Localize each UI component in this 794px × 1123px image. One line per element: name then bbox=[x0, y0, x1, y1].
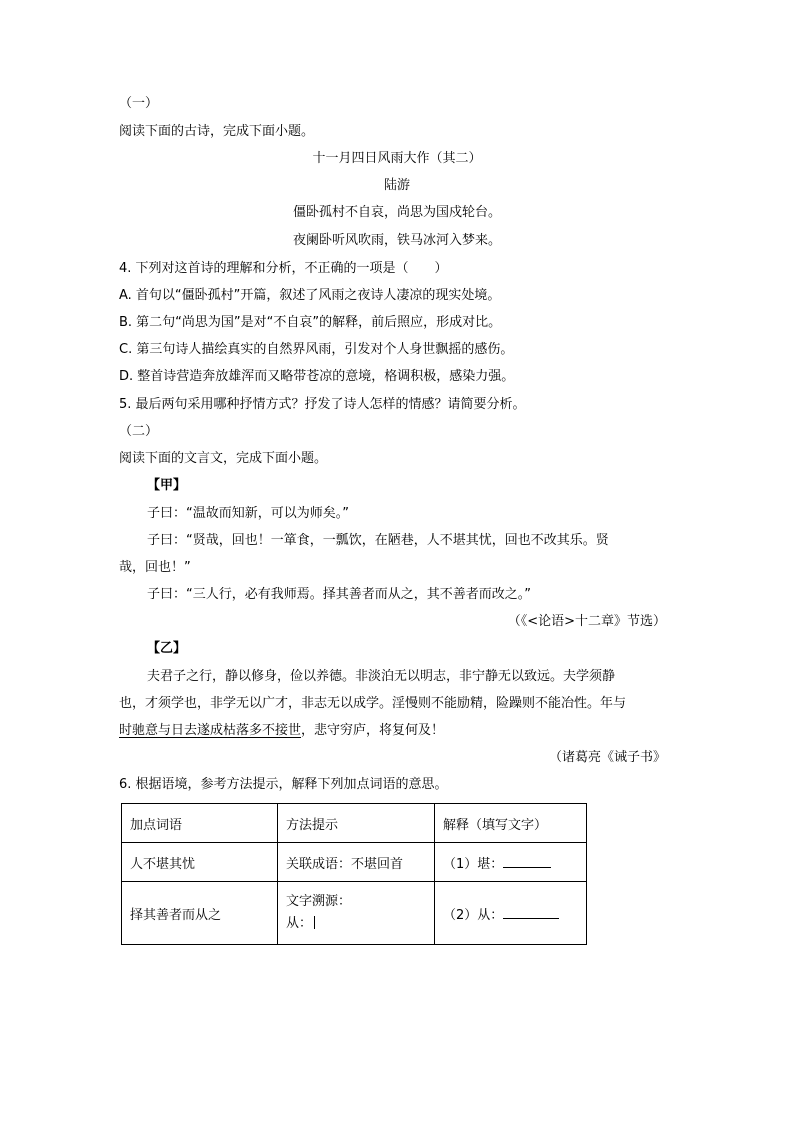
table-cell-hint: 关联成语：不堪回首 bbox=[278, 843, 435, 882]
passage-jia-para-1: 子曰：“温故而知新，可以为师矣。” bbox=[147, 506, 349, 521]
table-cell-word: 人不堪其忧 bbox=[122, 843, 278, 882]
answer-blank-1[interactable] bbox=[503, 856, 551, 868]
passage-yi-para-1b: 也，才须学也，非学无以广才，非志无以成学。淫慢则不能励精，险躁则不能冶性。年与 bbox=[119, 696, 627, 711]
passage-jia-para-3: 子曰：“三人行，必有我师焉。择其善者而从之，其不善者而改之。” bbox=[147, 587, 531, 602]
passage-jia-para-2b: 哉，回也！” bbox=[119, 560, 191, 575]
table-cell-hint bbox=[278, 882, 435, 945]
table-cell-answer bbox=[435, 882, 587, 945]
question-4-stem: 4. 下列对这首诗的理解和分析，不正确的一项是（ ） bbox=[119, 261, 448, 276]
passage-jia-para-2a: 子曰：“贤哉，回也！一箪食，一瓢饮，在陋巷，人不堪其忧，回也不改其乐。贤 bbox=[147, 533, 609, 548]
table-header: 解释（填写文字） bbox=[435, 804, 587, 843]
table-header-row bbox=[122, 804, 587, 843]
question-4-option-d: D. 整首诗营造奔放雄浑而又略带苍凉的意境，格调积极，感染力强。 bbox=[119, 369, 515, 384]
table-cell-answer bbox=[435, 843, 587, 882]
passage-yi-para-1c-rest: ，悲守穷庐，将复何及！ bbox=[301, 723, 445, 738]
answer-blank-2[interactable] bbox=[503, 907, 559, 919]
poem-line-1: 僵卧孤村不自哀，尚思为国戍轮台。 bbox=[292, 205, 501, 220]
table-header: 加点词语 bbox=[122, 804, 278, 843]
passage-jia-source: （《<论语>十二章》节选） bbox=[507, 614, 666, 629]
table-header: 方法提示 bbox=[278, 804, 435, 843]
question-4-option-b: B. 第二句“尚思为国”是对“不自哀”的解释，前后照应，形成对比。 bbox=[119, 315, 502, 330]
question-5: 5. 最后两句采用哪种抒情方式？抒发了诗人怎样的情感？请简要分析。 bbox=[119, 397, 526, 412]
question-6-stem: 6. 根据语境，参考方法提示，解释下列加点词语的意思。 bbox=[119, 777, 448, 792]
hint-line-2-text: 从： bbox=[286, 916, 313, 931]
answer-label: （2）从： bbox=[443, 907, 504, 923]
question-4-option-c: C. 第三句诗人描绘真实的自然界风雨，引发对个人身世飘摇的感伤。 bbox=[119, 342, 514, 357]
poem-title: 十一月四日风雨大作（其二） bbox=[312, 151, 482, 166]
section-1-label: （一） bbox=[119, 96, 159, 111]
hint-line-2 bbox=[286, 913, 426, 935]
table-row bbox=[122, 843, 587, 882]
answer-label: （1）堪： bbox=[443, 856, 504, 872]
passage-yi-para-1c bbox=[119, 723, 444, 739]
underlined-sentence: 时驰意与日去遂成枯落多不接世 bbox=[119, 723, 302, 738]
question-4-option-a: A. 首句以“僵卧孤村”开篇，叙述了风雨之夜诗人凄凉的现实处境。 bbox=[119, 288, 501, 303]
passage-yi-label: 【乙】 bbox=[147, 641, 187, 656]
passage-jia-label: 【甲】 bbox=[147, 478, 187, 493]
hint-line-1: 文字溯源： bbox=[286, 894, 352, 909]
table-row bbox=[122, 882, 587, 945]
section-1-instruction: 阅读下面的古诗，完成下面小题。 bbox=[119, 124, 315, 139]
passage-yi-source: （诸葛亮《诫子书》 bbox=[548, 750, 666, 765]
poem-author: 陆游 bbox=[383, 178, 410, 193]
section-2-instruction: 阅读下面的文言文，完成下面小题。 bbox=[119, 451, 328, 466]
section-2-label: （二） bbox=[119, 424, 159, 439]
passage-yi-para-1a: 夫君子之行，静以修身，俭以养德。非淡泊无以明志，非宁静无以致远。夫学须静 bbox=[147, 669, 616, 684]
table-cell-word: 择其善者而从之 bbox=[122, 882, 278, 945]
poem-line-2: 夜阑卧听风吹雨，铁马冰河入梦来。 bbox=[292, 233, 501, 248]
text-cursor bbox=[314, 916, 315, 929]
method-table bbox=[121, 803, 587, 945]
